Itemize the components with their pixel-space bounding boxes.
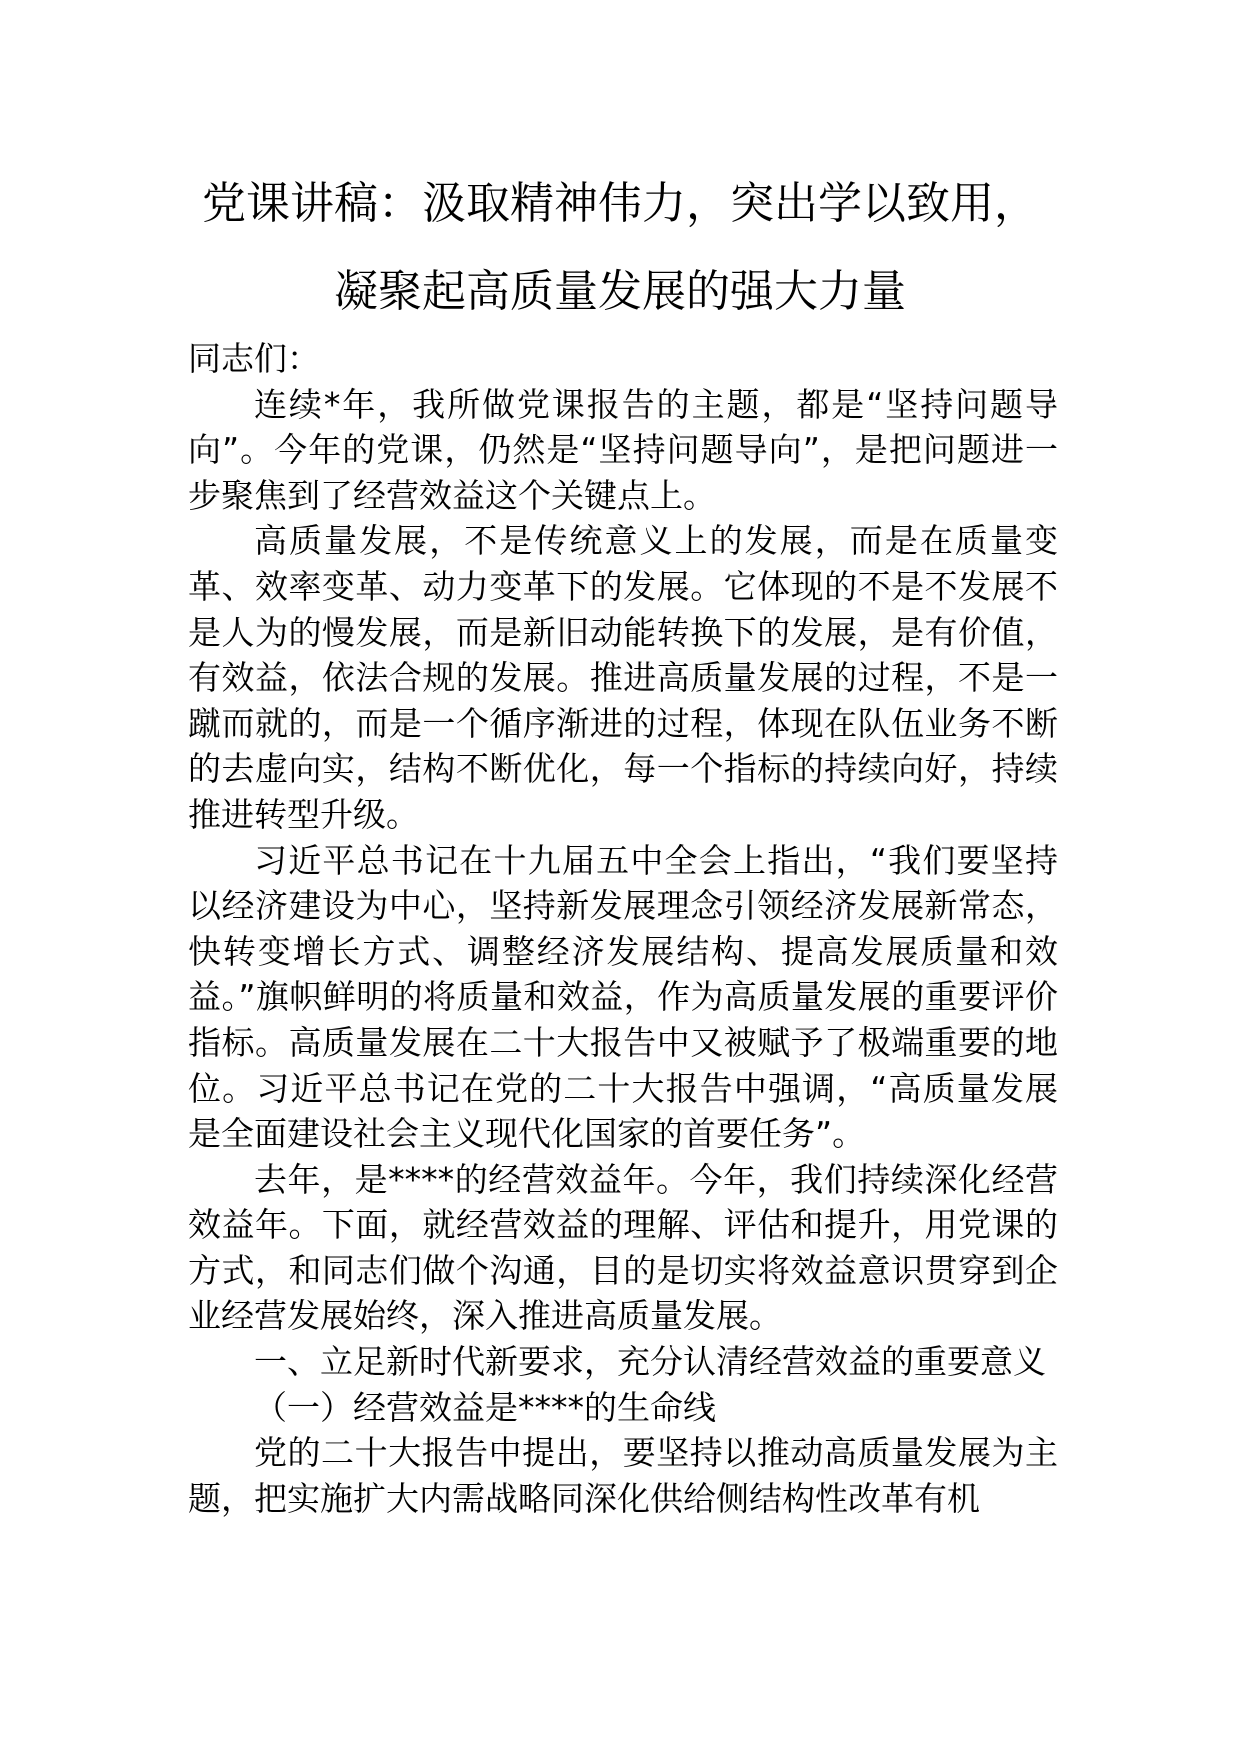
paragraph: 高质量发展，不是传统意义上的发展，而是在质量变革、效率变革、动力变革下的发展。它体现的不是不发展不是人为的慢发展，而是新旧动能转换下的发展，是有价值，有效益，依法合规的发展。推进高质量发展的过程，不是一蹴而就的，而是一个循序渐进的过程，体现在队伍业务不断的去虚向实，结构不断优化，每一个指标的持续向好，持续推进转型升级。	[188, 521, 1058, 834]
subsection-heading: （一）经营效益是****的生命线	[254, 1387, 716, 1427]
salutation: 同志们：	[188, 339, 320, 378]
document-body	[188, 336, 1058, 1521]
document-title-line-1: 党课讲稿：汲取精神伟力，突出学以致用，	[202, 178, 1038, 229]
paragraph: 习近平总书记在十九届五中全会上指出，“我们要坚持以经济建设为中心，坚持新发展理念引领经济发展新常态，快转变增长方式、调整经济发展结构、提高发展质量和效益。”旗帜鲜明的将质量和效益，作为高质量发展的重要评价指标。高质量发展在二十大报告中又被赋予了极端重要的地位。习近平总书记在党的二十大报告中强调，“高质量发展是全面建设社会主义现代化国家的首要任务”。	[188, 840, 1058, 1154]
paragraph: 去年，是****的经营效益年。今年，我们持续深化经营效益年。下面，就经营效益的理解、评估和提升，用党课的方式，和同志们做个沟通，目的是切实将效益意识贯穿到企业经营发展始终，深入推进高质量发展。	[188, 1159, 1058, 1336]
paragraph: 党的二十大报告中提出，要坚持以推动高质量发展为主题，把实施扩大内需战略同深化供给侧结构性改革有机	[188, 1433, 1058, 1518]
paragraph: 连续*年，我所做党课报告的主题，都是“坚持问题导向”。今年的党课，仍然是“坚持问题导向”，是把问题进一步聚焦到了经营效益这个关键点上。	[188, 384, 1058, 515]
document-title-line-2: 凝聚起高质量发展的强大力量	[334, 266, 906, 317]
section-heading: 一、立足新时代新要求，充分认清经营效益的重要意义	[254, 1342, 1046, 1382]
